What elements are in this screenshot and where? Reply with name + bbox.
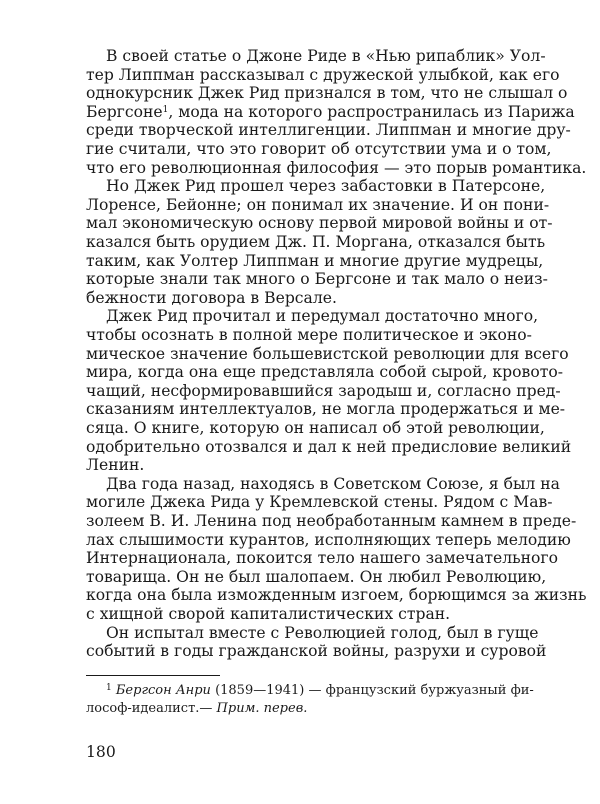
text-line: одобрительно отозвался и дал к ней предисловие великий xyxy=(86,437,572,456)
text-fragment: , мода на которого распространилась из Парижа xyxy=(168,102,575,121)
page-number: 180 xyxy=(86,742,116,761)
text-line: чащий, несформировавшийся зародыш и, согласно пред- xyxy=(86,381,561,400)
text-line: сяца. О книге, которую он написал об этой революции, xyxy=(86,419,545,437)
text-line: В своей статье о Джоне Риде в «Нью рипаблик» Уол- xyxy=(106,47,546,65)
text-line: которые знали так много о Бергсоне и так мало о неиз- xyxy=(86,270,548,289)
text-line: мическое значение большевистской революции для всего xyxy=(86,344,569,363)
text-line: чтобы осознать в полной мере политическое и эконо- xyxy=(86,326,532,344)
footnote-divider xyxy=(86,675,220,676)
text-line: гие считали, что это говорит об отсутствии ума и о том, xyxy=(86,140,552,158)
footnote-mark: 1 xyxy=(106,682,112,693)
footnote-line xyxy=(86,681,534,701)
footnote-dates: (1859—1941) xyxy=(215,682,305,698)
text-line: могиле Джека Рида у Кремлевской стены. Рядом с Мав- xyxy=(86,493,553,512)
text-line: событий в годы гражданской войны, разрухи и суровой xyxy=(86,642,547,661)
text-line: Лоренсе, Бейонне; он понимал их значение. И он пони- xyxy=(86,195,550,214)
text-line: тер Липпман рассказывал с дружеской улыбкой, как его xyxy=(86,65,560,84)
text-line: что его революционная философия — это порыв романтика. xyxy=(86,158,587,177)
text-line: золеем В. И. Ленина под необработанным камнем в преде- xyxy=(86,512,577,530)
text-line: однокурсник Джек Рид признался в том, что не слышал о xyxy=(86,84,568,103)
text-line: среди творческой интеллигенции. Липпман и многие дру- xyxy=(86,121,571,140)
text-line: бежности договора в Версале. xyxy=(86,288,337,307)
footnote-text: лософ-идеалист.— xyxy=(86,700,213,716)
footnote-line xyxy=(86,699,514,719)
text-line: сказаниям интеллектуалов, не могла продержаться и ме- xyxy=(86,400,566,419)
footnote-term: Бергсон Анри xyxy=(115,682,211,698)
text-line: Интернационала, покоится тело нашего замечательного xyxy=(86,549,558,568)
text-fragment: Бергсоне xyxy=(86,102,163,121)
text-line: таким, как Уолтер Липпман и многие другие мудрецы, xyxy=(86,251,544,270)
text-line: Ленин. xyxy=(86,456,145,475)
text-line: Джек Рид прочитал и передумал достаточно много, xyxy=(106,307,539,326)
footnote-text: — французский буржуазный фи- xyxy=(308,682,534,698)
footnote-note: Прим. перев. xyxy=(216,700,308,716)
text-line: лах слышимости курантов, исполняющих теперь мелодию xyxy=(86,530,571,549)
text-line: Два года назад, находясь в Советском Союзе, я был на xyxy=(106,474,560,493)
text-line: товарища. Он не был шалопаем. Он любил Революцию, xyxy=(86,567,547,586)
text-line: когда она была изможденным изгоем, борющимся за жизнь xyxy=(86,586,587,605)
footnote-reference: 1 xyxy=(162,104,169,115)
text-line: мал экономическую основу первой мировой войны и от- xyxy=(86,214,553,233)
text-line: с хищной сворой капиталистических стран. xyxy=(86,605,451,623)
text-line: Но Джек Рид прошел через забастовки в Патерсоне, xyxy=(106,177,546,196)
text-line: Он испытал вместе с Революцией голод, был в гуще xyxy=(106,623,539,642)
text-line: мира, когда она еще представляла собой сырой, кровото- xyxy=(86,363,564,382)
footer-area xyxy=(86,40,587,780)
text-line: казался быть орудием Дж. П. Моргана, отказался быть xyxy=(86,233,546,251)
